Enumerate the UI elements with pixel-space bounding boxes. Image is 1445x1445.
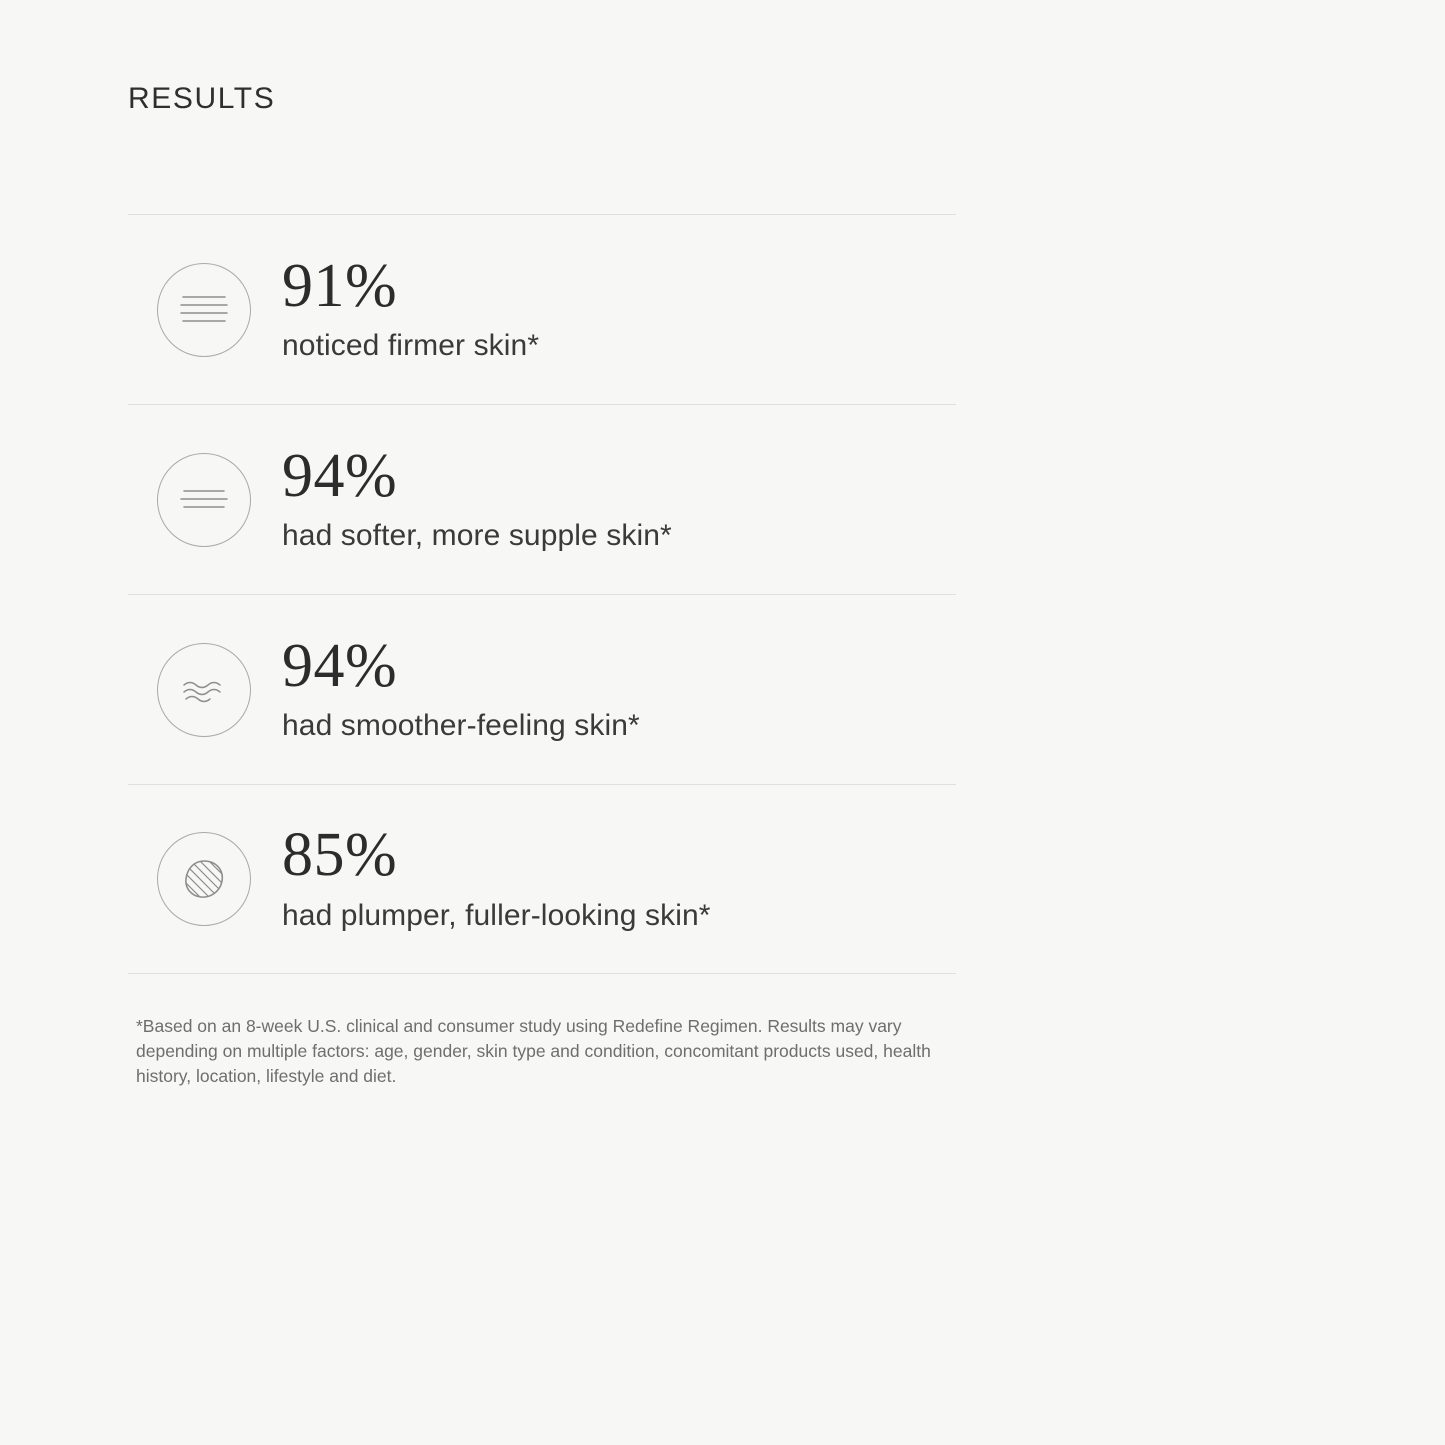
lines-firm-icon: [157, 263, 251, 357]
result-text: [280, 441, 956, 555]
result-description: had softer, more supple skin*: [282, 519, 672, 553]
result-percent: 85%: [282, 821, 398, 890]
lines-supple-icon: [157, 453, 251, 547]
result-icon-wrap: [128, 453, 280, 547]
result-icon-wrap: [128, 263, 280, 357]
page-title: RESULTS: [128, 82, 276, 115]
plump-droplet-icon: [157, 832, 251, 926]
result-row: [128, 594, 956, 784]
result-description: noticed firmer skin*: [282, 329, 540, 363]
result-text: [280, 631, 956, 745]
result-percent: 94%: [282, 631, 398, 700]
result-row: [128, 214, 956, 404]
result-description: had plumper, fuller-looking skin*: [282, 898, 711, 932]
result-percent: 94%: [282, 441, 398, 510]
result-text: [280, 823, 956, 934]
result-text: [280, 251, 956, 365]
result-row: [128, 784, 956, 974]
results-list: [128, 214, 956, 974]
result-row: [128, 404, 956, 594]
waves-smooth-icon: [157, 643, 251, 737]
result-icon-wrap: [128, 832, 280, 926]
footnote: *Based on an 8-week U.S. clinical and consumer study using Redefine Regimen. Results may vary depending on multiple factors: age, gender, skin type and condition, concomitant products used, health history, location, lifestyle and diet.: [136, 1016, 931, 1087]
result-description: had smoother-feeling skin*: [282, 709, 640, 743]
result-icon-wrap: [128, 643, 280, 737]
result-percent: 91%: [282, 251, 398, 320]
